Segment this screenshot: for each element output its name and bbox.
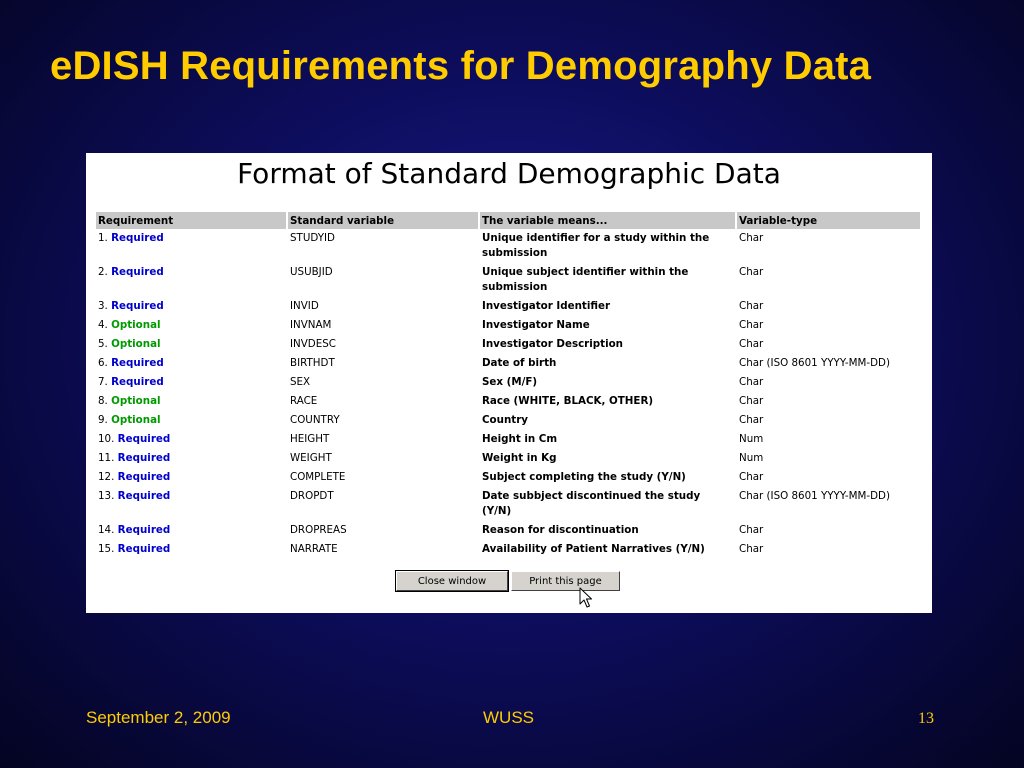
close-window-button[interactable]: Close window — [396, 571, 508, 591]
table-row — [96, 392, 920, 411]
slide-title: eDISH Requirements for Demography Data — [50, 44, 872, 88]
variable-name-cell: INVID — [290, 300, 319, 312]
variable-meaning-cell: Subject completing the study (Y/N) — [482, 471, 686, 483]
variable-type-cell: Char — [739, 524, 764, 536]
required-label: Required — [111, 232, 164, 244]
row-number: 1. — [98, 232, 108, 244]
variable-type-cell: Char (ISO 8601 YYYY-MM-DD) — [739, 357, 890, 369]
row-number: 5. — [98, 338, 108, 350]
row-number: 7. — [98, 376, 108, 388]
requirement-cell — [96, 468, 286, 487]
requirement-cell — [96, 521, 286, 540]
required-label: Required — [111, 266, 164, 278]
required-label: Required — [111, 300, 164, 312]
row-number: 9. — [98, 414, 108, 426]
variable-type-cell: Char — [739, 300, 764, 312]
variable-meaning-cell: Date of birth — [482, 357, 557, 369]
optional-label: Optional — [111, 338, 161, 350]
variable-type-cell: Char — [739, 376, 764, 388]
table-row — [96, 316, 920, 335]
variable-type-cell: Char — [739, 543, 764, 555]
footer-conference: WUSS — [483, 708, 534, 727]
row-number: 14. — [98, 524, 115, 536]
variable-meaning-cell: Weight in Kg — [482, 452, 557, 464]
variable-meaning-cell: Investigator Identifier — [482, 300, 611, 312]
variable-name-cell: SEX — [290, 376, 311, 388]
variable-meaning-cell: Reason for discontinuation — [482, 524, 639, 536]
variable-meaning-cell: Availability of Patient Narratives (Y/N) — [482, 543, 705, 555]
required-label: Required — [117, 452, 171, 464]
requirement-cell — [96, 430, 286, 449]
requirement-cell — [96, 373, 286, 392]
variable-type-cell: Char — [739, 338, 764, 350]
variable-type-cell: Char (ISO 8601 YYYY-MM-DD) — [739, 490, 890, 502]
variable-name-cell: DROPREAS — [290, 524, 347, 536]
variable-type-cell: Num — [739, 433, 764, 445]
optional-label: Optional — [111, 395, 161, 407]
slide-page-number: 13 — [918, 710, 934, 727]
table-row — [96, 263, 920, 297]
variable-type-cell: Char — [739, 395, 764, 407]
variable-meaning-cell: Unique subject identifier within the submission — [482, 266, 689, 293]
row-number: 3. — [98, 300, 108, 312]
table-row — [96, 354, 920, 373]
table-header-row — [96, 212, 920, 229]
variable-meaning-cell: Sex (M/F) — [482, 376, 538, 388]
table-row — [96, 229, 920, 263]
required-label: Required — [117, 543, 171, 555]
column-header-variable-means: The variable means... — [480, 212, 735, 229]
variable-name-cell: INVDESC — [290, 338, 336, 350]
requirement-cell — [96, 316, 286, 335]
optional-label: Optional — [111, 319, 161, 331]
requirement-cell — [96, 540, 286, 559]
variable-type-cell: Char — [739, 266, 764, 278]
requirement-cell — [96, 354, 286, 373]
requirement-cell — [96, 411, 286, 430]
demographic-format-panel — [86, 153, 932, 613]
required-label: Required — [117, 490, 171, 502]
requirement-cell — [96, 297, 286, 316]
variable-name-cell: DROPDT — [290, 490, 334, 502]
footer-date: September 2, 2009 — [86, 708, 231, 727]
row-number: 15. — [98, 543, 115, 555]
variable-meaning-cell: Investigator Name — [482, 319, 590, 331]
variable-name-cell: BIRTHDT — [290, 357, 335, 369]
variable-meaning-cell: Country — [482, 414, 529, 426]
variable-meaning-cell: Race (WHITE, BLACK, OTHER) — [482, 395, 654, 407]
table-row — [96, 335, 920, 354]
column-header-requirement: Requirement — [96, 212, 286, 229]
row-number: 8. — [98, 395, 108, 407]
variable-name-cell: WEIGHT — [290, 452, 332, 464]
row-number: 6. — [98, 357, 108, 369]
variable-meaning-cell: Date subbject discontinued the study (Y/N) — [482, 490, 701, 517]
variable-name-cell: HEIGHT — [290, 433, 330, 445]
row-number: 4. — [98, 319, 108, 331]
table-row — [96, 487, 920, 521]
requirement-cell — [96, 263, 286, 297]
optional-label: Optional — [111, 414, 161, 426]
panel-title: Format of Standard Demographic Data — [237, 157, 781, 190]
variable-name-cell: RACE — [290, 395, 318, 407]
row-number: 13. — [98, 490, 115, 502]
variable-type-cell: Num — [739, 452, 764, 464]
variable-name-cell: USUBJID — [290, 266, 333, 278]
print-page-button[interactable]: Print this page — [511, 571, 620, 591]
required-label: Required — [117, 471, 171, 483]
variable-name-cell: STUDYID — [290, 232, 335, 244]
variable-name-cell: INVNAM — [290, 319, 332, 331]
requirement-cell — [96, 449, 286, 468]
variable-name-cell: NARRATE — [290, 543, 338, 555]
table-row — [96, 521, 920, 540]
row-number: 10. — [98, 433, 115, 445]
variable-meaning-cell: Investigator Description — [482, 338, 624, 350]
table-row — [96, 449, 920, 468]
demographic-table — [94, 212, 922, 559]
variable-name-cell: COMPLETE — [290, 471, 346, 483]
required-label: Required — [117, 524, 171, 536]
arrow-cursor-icon — [579, 587, 593, 609]
requirement-cell — [96, 335, 286, 354]
required-label: Required — [111, 376, 164, 388]
table-row — [96, 411, 920, 430]
required-label: Required — [117, 433, 171, 445]
table-row — [96, 373, 920, 392]
table-row — [96, 430, 920, 449]
requirement-cell — [96, 487, 286, 521]
requirement-cell — [96, 229, 286, 263]
variable-meaning-cell: Height in Cm — [482, 433, 558, 445]
column-header-standard-variable: Standard variable — [288, 212, 478, 229]
row-number: 2. — [98, 266, 108, 278]
required-label: Required — [111, 357, 164, 369]
variable-type-cell: Char — [739, 319, 764, 331]
variable-type-cell: Char — [739, 232, 764, 244]
row-number: 11. — [98, 452, 115, 464]
table-row — [96, 540, 920, 559]
row-number: 12. — [98, 471, 115, 483]
variable-type-cell: Char — [739, 414, 764, 426]
column-header-variable-type: Variable-type — [737, 212, 920, 229]
variable-type-cell: Char — [739, 471, 764, 483]
variable-meaning-cell: Unique identifier for a study within the submission — [482, 232, 710, 259]
table-row — [96, 468, 920, 487]
table-body — [96, 229, 920, 559]
requirement-cell — [96, 392, 286, 411]
table-row — [96, 297, 920, 316]
variable-name-cell: COUNTRY — [290, 414, 340, 426]
